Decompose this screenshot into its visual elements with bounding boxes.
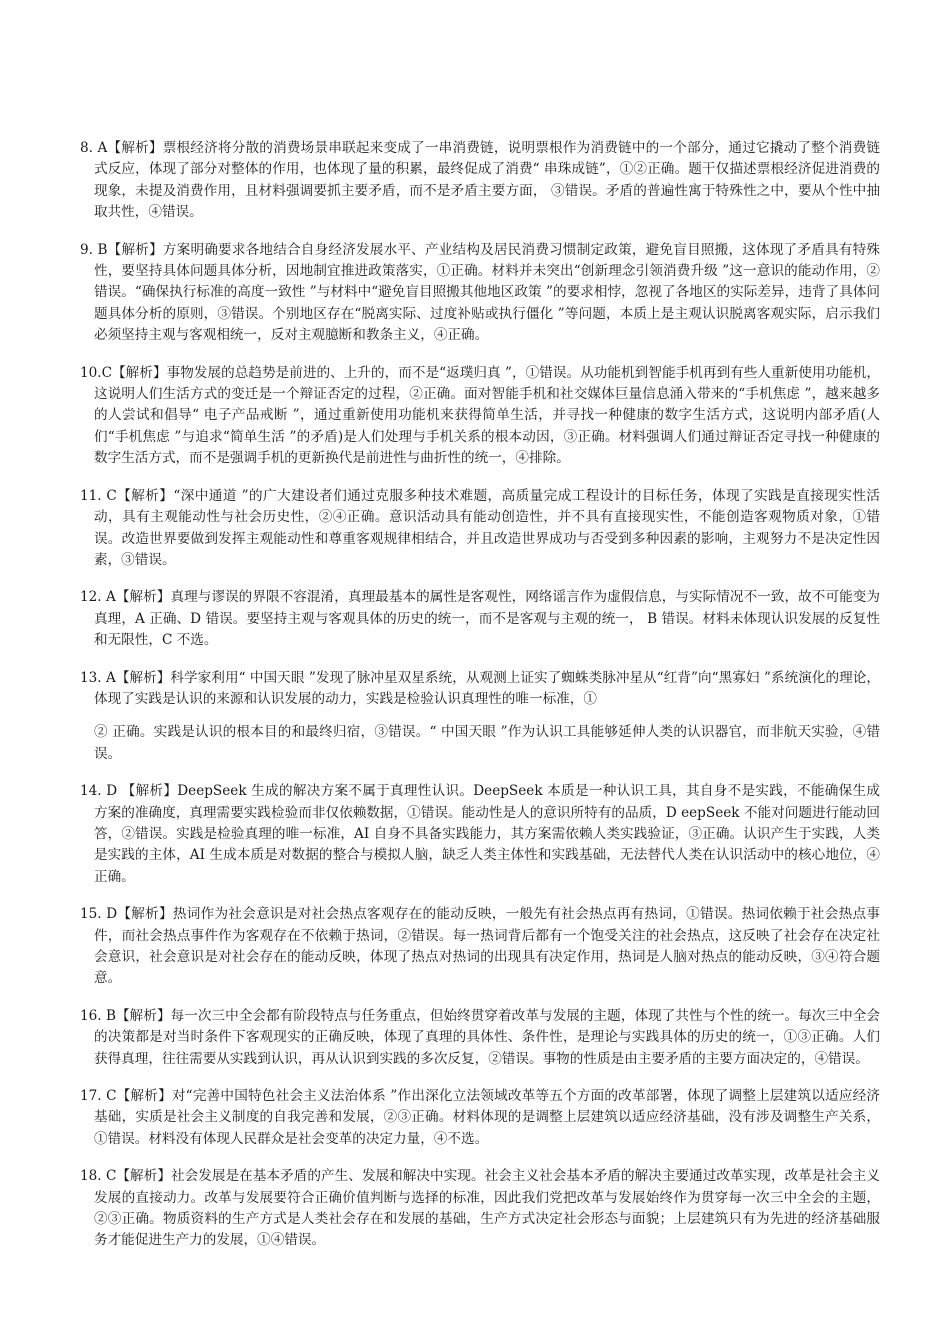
explanation-item-8: 8. A【解析】票根经济将分散的消费场景串联起来变成了一串消费链，说明票根作为消费链中的一个部分，通过它撬动了整个消费链式反应，体现了部分对整体的作用，也体现了量的积累，最终促成了消费“ 串珠成链”，①②正确。题干仅描述票根经济促进消费的现象，未提及消费作用，且材料强调要抓主要矛盾，而不是矛盾主要方面， ③错误。矛盾的普遍性寓于特殊性之中，要从个性中抽取共性，④错误。 — [80, 140, 880, 221]
explanation-item-18: 18. C【解析】社会发展是在基本矛盾的产生、发展和解决中实现。社会主义社会基本矛盾的解决主要通过改革实现，改革是社会主义发展的直接动力。改革与发展要符合正确价值判断与选择的标准，因此我们党把改革与发展始终作为贯穿每一次三中全会的主题，②③正确。物质资料的生产方式是人类社会存在和发展的基础，生产方式决定社会形态与面貌；上层建筑只有为先进的经济基础服务才能促进生产力的发展，①④错误。 — [80, 1168, 880, 1249]
explanation-item-13: 13. A【解析】科学家利用“ 中国天眼 ”发现了脉冲星双星系统，从观测上证实了蜘蛛类脉冲星从“红背”向“黑寡妇 ”系统演化的理论，体现了实践是认识的来源和认识发展的动力，实践是检验认识真理性的唯一标准，① — [80, 669, 880, 707]
explanation-item-14: 14. D 【解析】DeepSeek 生成的解决方案不属于真理性认识。DeepSeek 本质是一种认识工具，其自身不是实践，不能确保生成方案的准确度，真理需要实践检验而非仅依赖数据，①错误。能动性是人的意识所特有的品质，D eepSeek 不能对问题进行能动回答，②错误。实践是检验真理的唯一标准，AI 自身不具备实践能力，其方案需依赖人类实践验证，③正确。认识产生于实践，人类是实践的主体，AI 生成本质是对数据的整合与模拟人脑，缺乏人类主体性和实践基础，无法替代人类在认识活动中的核心地位，④正确。 — [80, 783, 880, 885]
answer-explanations — [80, 138, 880, 1268]
explanation-item-9: 9. B【解析】方案明确要求各地结合自身经济发展水平、产业结构及居民消费习惯制定政策，避免盲目照搬，这体现了矛盾具有特殊性，要坚持具体问题具体分析，因地制宜推进政策落实，①正确。材料并未突出“创新理念引领消费升级 ”这一意识的能动作用，②错误。“确保执行标准的高度一致性 ”与材料中“避免盲目照搬其他地区政策 ”的要求相悖，忽视了各地区的实际差异，违背了具体问题具体分析的原则，③错误。个别地区存在“脱离实际、过度补贴或执行僵化 ”等问题，本质上是主观认识脱离客观实际，启示我们必须坚持主观与客观相统一，反对主观臆断和教条主义，④正确。 — [80, 241, 880, 344]
explanation-item-17: 17. C【解析】对“完善中国特色社会主义法治体系 ”作出深化立法领域改革等五个方面的改革部署，体现了调整上层建筑以适应经济基础，实质是社会主义制度的自我完善和发展，②③正确。材料体现的是调整上层建筑以适应经济基础，没有涉及调整生产关系，①错误。材料没有体现人民群众是社会变革的决定力量，④不选。 — [80, 1088, 880, 1147]
explanation-item-15: 15. D【解析】热词作为社会意识是对社会热点客观存在的能动反映，一般先有社会热点再有热词，①错误。热词依赖于社会热点事件，而社会热点事件作为客观存在不依赖于热词，②错误。每一热词背后都有一个饱受关注的社会热点，这反映了社会存在决定社会意识，社会意识是对社会存在的能动反映，体现了热点对热词的出现具有决定作用，热词是人脑对热点的能动反映，③④符合题意。 — [80, 906, 880, 987]
explanation-item-12: 12. A【解析】真理与谬误的界限不容混淆，真理最基本的属性是客观性，网络谣言作为虚假信息，与实际情况不一致，故不可能变为真理，A 正确、D 错误。要坚持主观与客观具体的历史的统一，而不是客观与主观的统一， B 错误。材料未体现认识发展的反复性和无限性，C 不选。 — [80, 589, 880, 649]
explanation-item-11: 11. C【解析】“深中通道 ”的广大建设者们通过克服多种技术难题，高质量完成工程设计的目标任务，体现了实践是直接现实性活动，具有主观能动性与社会历史性，②④正确。意识活动具有能动创造性，并不具有直接现实性，不能创造客观物质对象，①错误。改造世界要做到发挥主观能动性和尊重客观规律相结合，并且改造世界成功与否受到多种因素的影响，主观努力不是决定性因素，③错误。 — [80, 487, 880, 568]
explanation-item-13-continued: ② 正确。实践是认识的根本目的和最终归宿，③错误。“ 中国天眼 ”作为认识工具能够延伸人类的认识器官，而非航天实验，④错误。 — [94, 724, 880, 762]
explanation-item-10: 10.C【解析】事物发展的总趋势是前进的、上升的，而不是“返璞归真 ”，①错误。从功能机到智能手机再到有些人重新使用功能机，这说明人们生活方式的变迁是一个辩证否定的过程，②正确。面对智能手机和社交媒体巨量信息涌入带来的“手机焦虑 ”，越来越多的人尝试和倡导“ 电子产品戒断 ”，通过重新使用功能机来获得简单生活，并寻找一种健康的数字生活方式，这说明内部矛盾(人们“手机焦虑 ”与追求“简单生活 ”的矛盾)是人们处理与手机关系的根本动因，③正确。材料强调人们通过辩证否定寻找一种健康的数字生活方式，而不是强调手机的更新换代是前进性与曲折性的统一，④排除。 — [80, 364, 880, 467]
explanation-item-16: 16. B【解析】每一次三中全会都有阶段特点与任务重点，但始终贯穿着改革与发展的主题，体现了共性与个性的统一。每次三中全会的决策都是对当时条件下客观现实的正确反映，体现了真理的具体性、条件性，是理论与实践具体的历史的统一，①③正确。人们获得真理，往往需要从实践到认识，再从认识到实践的多次反复，②错误。事物的性质是由主要矛盾的主要方面决定的，④错误。 — [80, 1007, 880, 1067]
